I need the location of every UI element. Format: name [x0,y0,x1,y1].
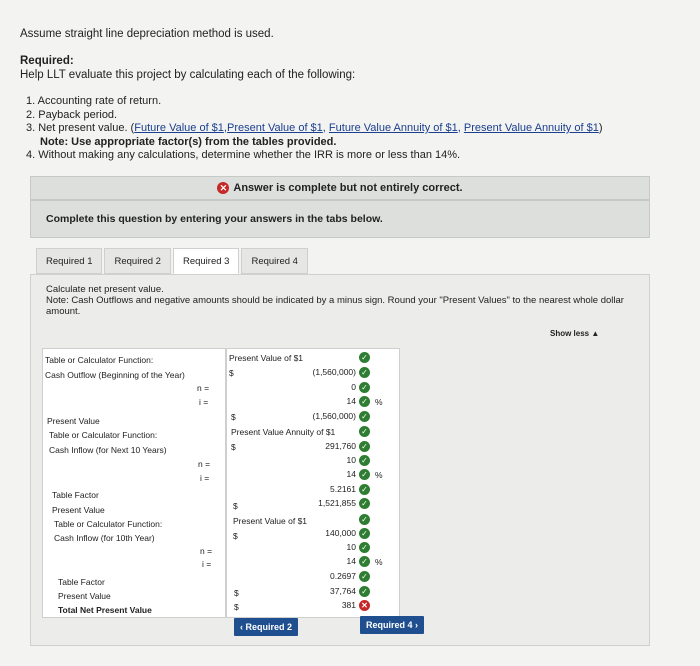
panel-heading: Calculate net present value. [46,284,164,295]
s2-i-input[interactable]: 14 [346,469,356,479]
check-icon: ✓ [359,571,370,582]
prev-required-button[interactable]: ‹ Required 2 [234,618,298,636]
check-icon: ✓ [359,556,370,567]
panel-instructions [46,284,626,317]
check-icon: ✓ [359,382,370,393]
total-npv-label: Total Net Present Value [58,605,152,615]
x-icon: ✕ [359,600,370,611]
list-item-2: 2. Payback period. [26,108,118,121]
tab-bar [36,248,310,274]
requirements-list [26,95,603,163]
s2-factor-label: Table Factor [52,490,99,500]
s2-function-label: Table or Calculator Function: [49,430,158,440]
panel-note: Note: Cash Outflows and negative amounts should be indicated by a minus sign. Round your "Present Values" to the nearest whole dollar amount. [46,295,624,317]
required-help: Help LLT evaluate this project by calculating each of the following: [20,69,356,81]
s1-n-label: n = [197,383,210,393]
s3-i-label: i = [202,559,212,569]
check-icon: ✓ [359,469,370,480]
s1-pv-label: Present Value [47,416,100,426]
check-icon: ✓ [359,455,370,466]
s2-amount-input[interactable]: 291,760 [325,441,356,451]
s1-percent-sign: % [375,397,383,407]
s2-pv-input[interactable]: 1,521,855 [318,498,356,508]
s2-i-label: i = [200,473,210,483]
s3-flow-label: Cash Inflow (for 10th Year) [54,533,155,543]
s2-pv-dollar: $ [233,501,238,511]
instruction-bar: Complete this question by entering your answers in the tabs below. [30,200,650,238]
s2-pv-label: Present Value [52,505,105,515]
total-npv-input[interactable]: 381 [341,600,356,610]
total-npv-dollar: $ [234,602,239,612]
list-item-3: 3. Net present value. (Future Value of $1,Present Value of $1, Future Value Annuity of $1, Present Value Annuity of $1) [26,122,603,134]
check-icon: ✓ [359,586,370,597]
s1-flow-label: Cash Outflow (Beginning of the Year) [45,370,185,380]
s2-percent-sign: % [375,470,383,480]
required-title: Required: [20,55,74,67]
list-item-1: 1. Accounting rate of return. [26,95,162,107]
s3-percent-sign: % [375,557,383,567]
tab-required-3[interactable]: Required 3 [173,248,239,274]
check-icon: ✓ [359,352,370,363]
s1-n-input[interactable]: 0 [351,382,356,392]
check-icon: ✓ [359,514,370,525]
tab-required-4[interactable]: Required 4 [241,248,307,274]
s3-n-input[interactable]: 10 [346,542,356,552]
check-icon: ✓ [359,484,370,495]
s3-pv-input[interactable]: 37,764 [330,586,356,596]
s3-n-label: n = [200,546,213,556]
check-icon: ✓ [359,542,370,553]
s1-function-label: Table or Calculator Function: [45,355,154,365]
s2-factor-input[interactable]: 5.2161 [330,484,356,494]
present-value-annuity-link[interactable]: Present Value Annuity of $1 [463,122,599,134]
s1-amount-input[interactable]: (1,560,000) [312,367,356,377]
s3-amount-input[interactable]: 140,000 [325,528,356,538]
s1-function-value[interactable]: Present Value of $1 [229,353,304,363]
s2-n-label: n = [198,459,211,469]
s2-flow-label: Cash Inflow (for Next 10 Years) [49,445,167,455]
tab-required-2[interactable]: Required 2 [104,248,170,274]
check-icon: ✓ [359,426,370,437]
check-icon: ✓ [359,441,370,452]
future-value-annuity-link[interactable]: Future Value Annuity of $1 [328,122,458,134]
s1-pv-dollar: $ [231,412,236,422]
s3-pv-dollar: $ [234,588,239,598]
tab-required-1[interactable]: Required 1 [36,248,102,274]
s3-dollar: $ [233,531,238,541]
s3-function-value[interactable]: Present Value of $1 [233,516,308,526]
answer-status-banner: ✕ Answer is complete but not entirely correct. [30,176,650,200]
s3-factor-input[interactable]: 0.2697 [330,571,356,581]
intro-text: Assume straight line depreciation method is used. [20,28,274,40]
check-icon: ✓ [359,396,370,407]
s1-dollar: $ [229,368,234,378]
s1-pv-input[interactable]: (1,560,000) [312,411,356,421]
list-item-4: 4. Without making any calculations, determine whether the IRR is more or less than 14%. [26,149,461,161]
list-note: Note: Use appropriate factor(s) from the tables provided. [40,135,337,148]
check-icon: ✓ [359,367,370,378]
future-value-link[interactable]: Future Value of $1 [134,122,224,134]
s2-function-value[interactable]: Present Value Annuity of $1 [231,427,336,437]
check-icon: ✓ [359,528,370,539]
s3-function-label: Table or Calculator Function: [54,519,163,529]
present-value-link[interactable]: Present Value of $1 [226,122,323,134]
s2-n-input[interactable]: 10 [346,455,356,465]
check-icon: ✓ [359,411,370,422]
s2-dollar: $ [231,442,236,452]
x-circle-icon: ✕ [217,182,229,194]
next-required-button[interactable]: Required 4 › [360,616,424,634]
s3-pv-label: Present Value [58,591,111,601]
check-icon: ✓ [359,498,370,509]
show-less-toggle[interactable]: Show less ▲ [550,329,600,338]
s3-factor-label: Table Factor [58,577,105,587]
s3-i-input[interactable]: 14 [346,556,356,566]
s1-i-label: i = [199,397,209,407]
s1-i-input[interactable]: 14 [346,396,356,406]
